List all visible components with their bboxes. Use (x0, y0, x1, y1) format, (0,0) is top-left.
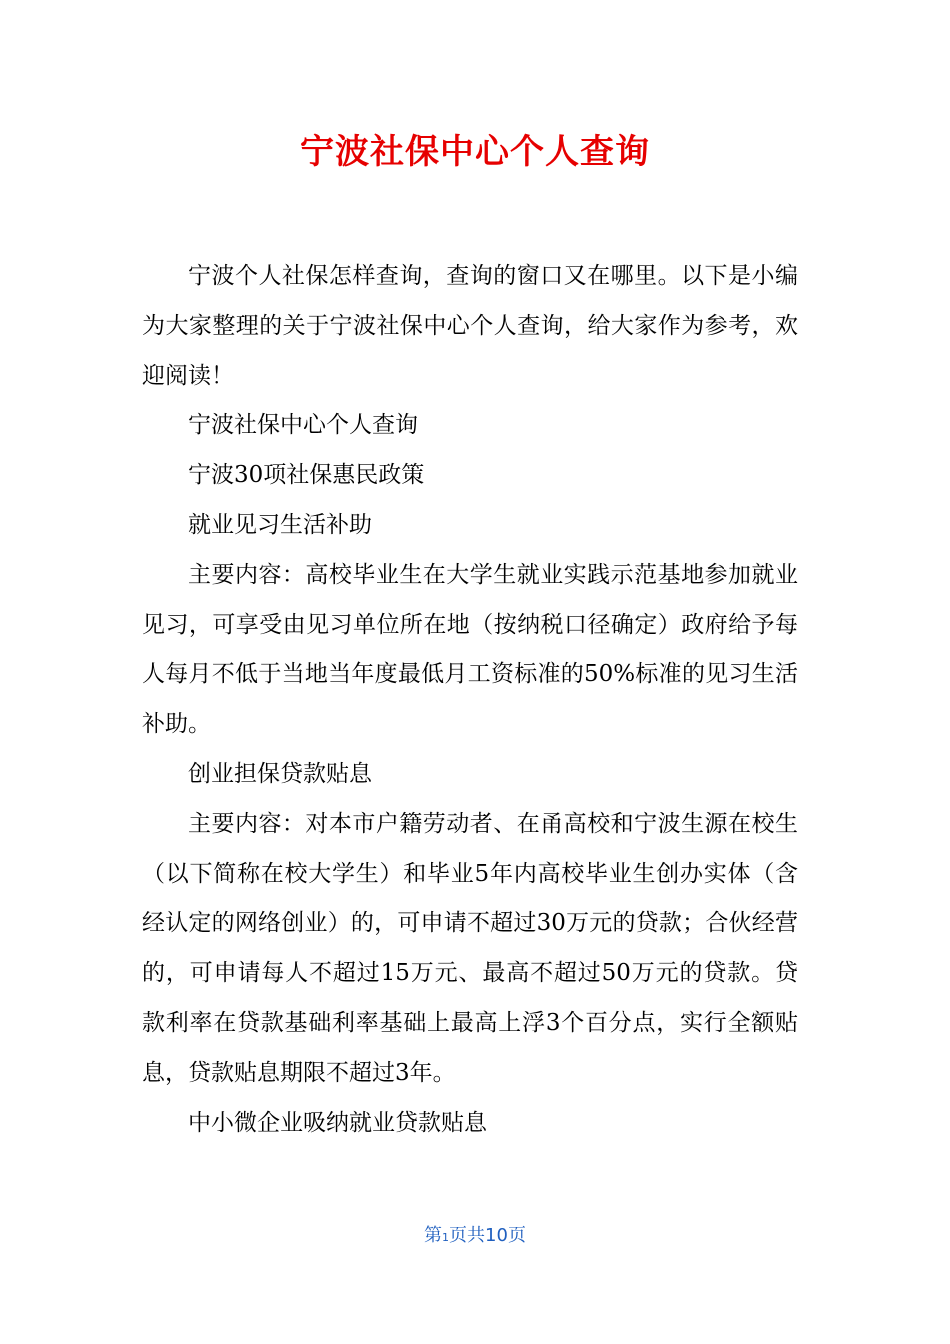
paragraph-heading-policies: 宁波30项社保惠民政策 (188, 462, 425, 489)
paragraph-heading-sme-loan: 中小微企业吸纳就业贷款贴息 (188, 1109, 487, 1136)
paragraph-loan-content: 主要内容：对本市户籍劳动者、在甬高校和宁波生源在校生（以下简称在校大学生）和毕业5年内高校毕业生创办实体（含经认定的网络创业）的，可申请不超过30万元的贷款；合伙经营的，可申请每人不超过15万元、最高不超过50万元的贷款。贷款利率在贷款基础利率基础上最高上浮3个百分点，实行全额贴息，贷款贴息期限不超过3年。 (142, 810, 798, 1086)
document-body (142, 252, 798, 1148)
footer-suffix: 页共10页 (449, 1225, 526, 1246)
paragraph-heading-internship-subsidy: 就业见习生活补助 (188, 511, 372, 538)
paragraph-heading-query: 宁波社保中心个人查询 (188, 412, 418, 439)
paragraph-heading-loan-subsidy: 创业担保贷款贴息 (188, 760, 372, 787)
footer-page-number: 1 (442, 1231, 450, 1244)
paragraph-intro: 宁波个人社保怎样查询，查询的窗口又在哪里。以下是小编为大家整理的关于宁波社保中心个人查询，给大家作为参考，欢迎阅读！ (142, 263, 798, 389)
paragraph-internship-content: 主要内容：高校毕业生在大学生就业实践示范基地参加就业见习，可享受由见习单位所在地（按纳税口径确定）政府给予每人每月不低于当地当年度最低月工资标准的50%标准的见习生活补助。 (142, 561, 798, 738)
document-title: 宁波社保中心个人查询 (300, 132, 650, 172)
footer-prefix: 第 (424, 1225, 443, 1246)
page-footer (0, 1222, 950, 1252)
